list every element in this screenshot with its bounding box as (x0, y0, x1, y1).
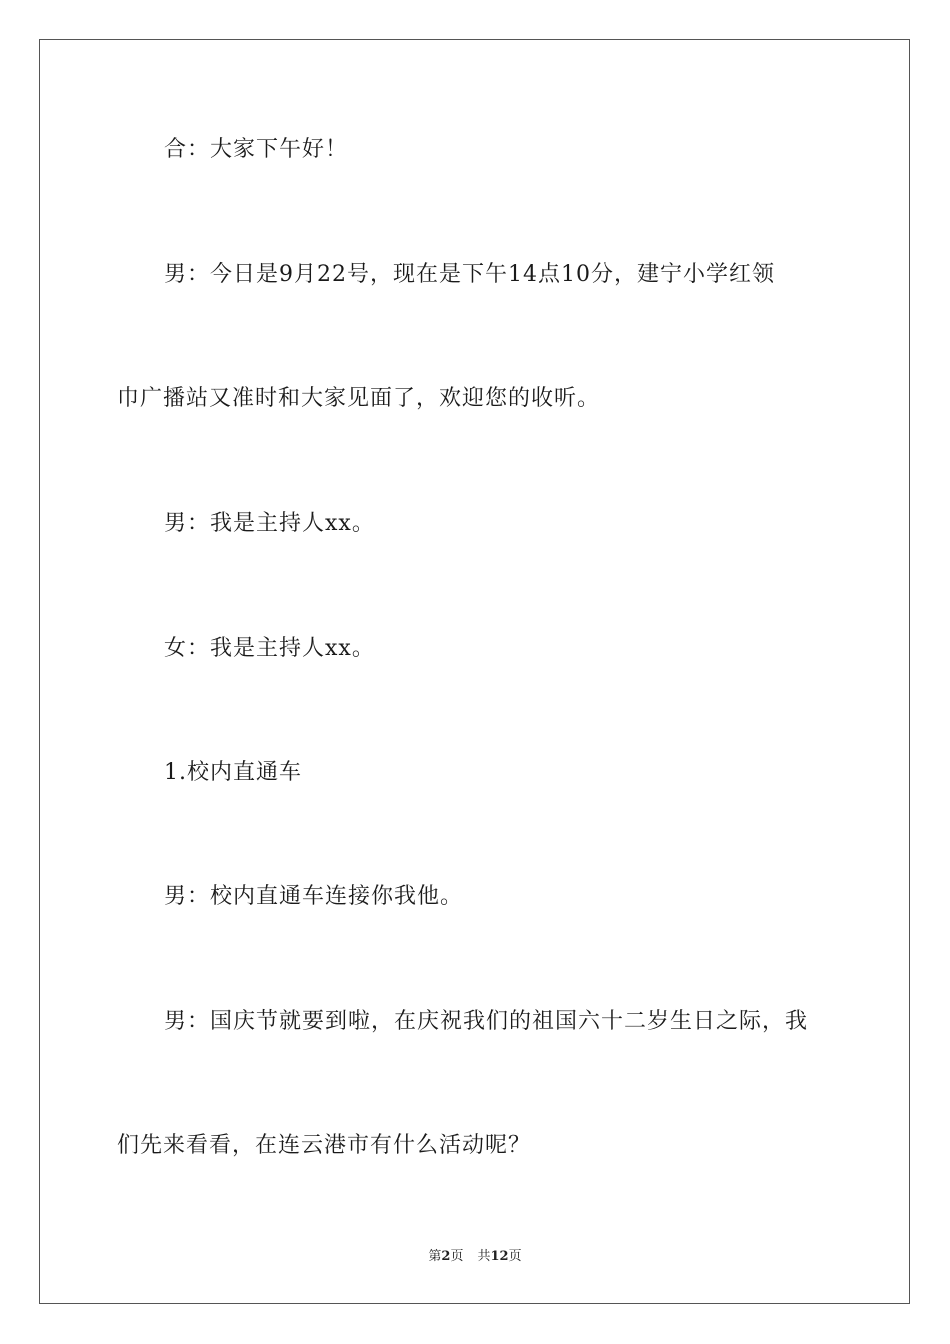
footer-total-prefix: 共 (477, 1249, 491, 1264)
footer-page-number: 2 (441, 1249, 451, 1264)
paragraph-line-intro-2: 巾广播站又准时和大家见面了，欢迎您的收听。 (117, 386, 601, 411)
footer-page-prefix: 第 (428, 1249, 442, 1264)
paragraph-line-greeting: 合：大家下午好！ (164, 137, 349, 162)
section-heading: 1.校内直通车 (164, 760, 302, 785)
footer-total-suffix: 页 (508, 1249, 522, 1264)
paragraph-line-host-male: 男：我是主持人xx。 (164, 511, 375, 536)
page-footer (0, 1248, 950, 1266)
paragraph-line-intro-1: 男：今日是9月22号，现在是下午14点10分，建宁小学红领 (164, 262, 775, 287)
paragraph-line-section-intro: 男：校内直通车连接你我他。 (164, 884, 464, 909)
paragraph-line-national-day-1: 男：国庆节就要到啦，在庆祝我们的祖国六十二岁生日之际，我 (164, 1009, 809, 1034)
footer-total-number: 12 (490, 1249, 509, 1264)
footer-page-suffix: 页 (450, 1249, 464, 1264)
paragraph-line-host-female: 女：我是主持人xx。 (164, 636, 375, 661)
paragraph-line-national-day-2: 们先来看看，在连云港市有什么活动呢？ (117, 1133, 532, 1158)
page-border (39, 39, 910, 1304)
